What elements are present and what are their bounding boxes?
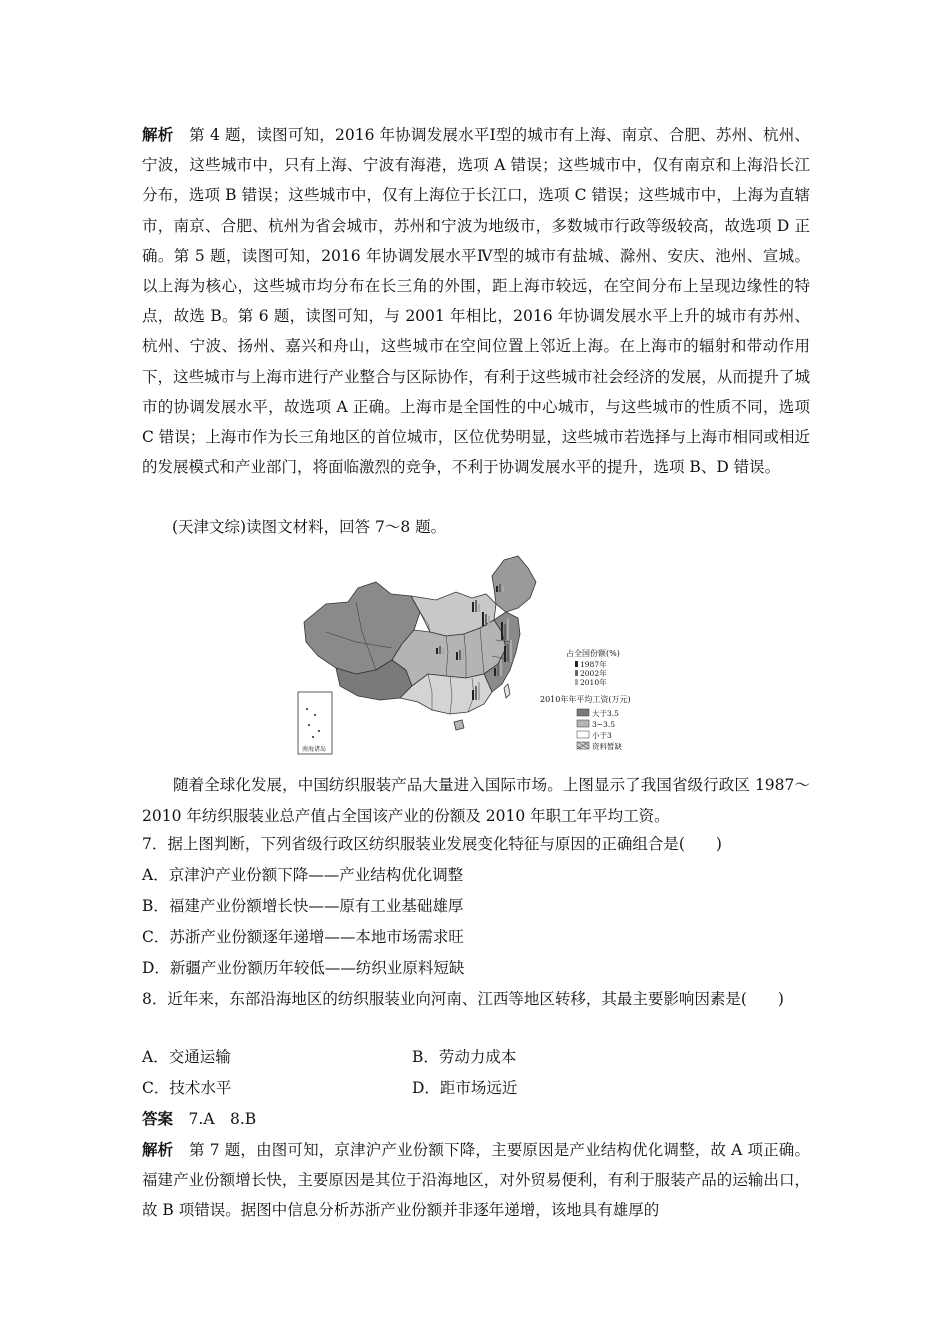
bar-mark — [502, 586, 504, 592]
bar-mark — [442, 648, 444, 654]
analysis-text-2: 第 7 题，由图可知，京津沪产业份额下降，主要原因是产业结构优化调整，故 A 项正确。福建产业份额增长快，主要原因是其位于沿海地区，对外贸易便利，有利于服装产品的运输出口，故 B 项错误。据图中信息分析苏浙产业份额并非逐年递增，该地具有雄厚的 — [142, 1141, 810, 1220]
question-8-option-a: A．交通运输 — [142, 1048, 231, 1066]
legend-share-title: 占全国份额(%) — [566, 649, 620, 658]
bar-mark — [459, 650, 461, 660]
inset-label: 南海诸岛 — [302, 746, 327, 753]
analysis-text: 第 4 题，读图可知，2016 年协调发展水平Ⅰ型的城市有上海、南京、合肥、苏州、杭州、宁波，这些城市中，只有上海、宁波有海港，选项 A 错误；这些城市中，仅有南京和上海沿长江分布，选项 B 错误；这些城市中，仅有上海位于长江口，选项 C 错误；这些城市中，上海为直辖市，南京、合肥、杭州为省会城市，苏州和宁波为地级市，多数城市行政等级较高，故选项 D 正确。第 5 题，读图可知，2016 年协调发展水平Ⅳ型的城市有盐城、滁州、安庆、池州、宣城。以上海为核心，这些城市均分布在长三角的外围，距上海市较远，在空间分布上呈现边缘性的特点，故选 B。第 6 题，读图可知，与 2001 年相比，2016 年协调发展水平上升的城市有苏州、杭州、宁波、扬州、嘉兴和舟山，这些城市在空间位置上邻近上海。在上海市的辐射和带动作用下，这些城市与上海市进行产业整合与区际协作，有利于这些城市社会经济的发展，从而提升了城市的协调发展水平，故选项 A 正确。上海市是全国性的中心城市，与这些城市的性质不同，选项 C 错误；上海市作为长三角地区的首位城市，区位优势明显，这些城市若选择与上海市相同或相近的发展模式和产业部门，将面临激烈的竞争，不利于协调发展水平的提升，选项 B、D 错误。 — [142, 126, 810, 477]
analysis-paragraph-2 — [142, 1135, 810, 1226]
legend-wage-high: 大于3.5 — [592, 709, 619, 718]
bar-mark — [485, 614, 487, 626]
analysis-paragraph-1 — [142, 120, 810, 482]
bar-mark — [456, 652, 458, 660]
question-7-option-d: D．新疆产业份额历年较低——纺织业原料短缺 — [142, 959, 465, 977]
bar-mark — [510, 640, 512, 662]
china-map-figure — [296, 552, 652, 762]
bar-mark — [482, 612, 484, 626]
map-taiwan — [504, 684, 510, 698]
bar-mark — [488, 616, 490, 626]
legend-year-2010: 2010年 — [580, 678, 607, 687]
bar-mark — [500, 660, 502, 676]
bar-mark — [501, 622, 503, 640]
question-8-option-b: B．劳动力成本 — [412, 1048, 517, 1066]
map-northeast-region — [492, 556, 536, 612]
question-8-stem: 8．近年来，东部沿海地区的纺织服装业向河南、江西等地区转移，其最主要影响因素是( ) — [142, 990, 784, 1008]
bar-mark — [439, 646, 441, 654]
bar-mark — [475, 686, 477, 700]
bar-mark — [507, 618, 509, 640]
bar-mark — [496, 586, 498, 592]
answer-line — [142, 1104, 256, 1134]
legend-wage-swatches — [577, 708, 622, 751]
analysis-label-2: 解析 — [142, 1140, 174, 1159]
question-8-option-d: D．距市场远近 — [412, 1079, 518, 1097]
bar-mark — [504, 624, 506, 640]
legend-wage-low: 小于3 — [592, 731, 612, 740]
legend-wage-title: 2010年年平均工资(万元) — [540, 695, 631, 704]
material-paragraph: 随着全球化发展，中国纺织服装产品大量进入国际市场。上图显示了我国省级行政区 1987～2010 年纺织服装业总产值占全国该产业的份额及 2010 年职工年平均工资。 — [142, 776, 810, 825]
bar-mark — [472, 602, 474, 612]
bar-mark — [475, 600, 477, 612]
bar-mark — [436, 648, 438, 654]
bar-mark — [478, 682, 480, 700]
answer-text: 7.A 8.B — [188, 1110, 257, 1128]
legend-year-2002: 2002年 — [580, 669, 607, 678]
question-7-option-c: C．苏浙产业份额逐年递增——本地市场需求旺 — [142, 928, 464, 946]
legend-wage-na: 资料暂缺 — [592, 742, 622, 751]
bar-mark — [494, 668, 496, 676]
bar-mark — [499, 584, 501, 592]
question-intro: (天津文综)读图文材料，回答 7～8 题。 — [172, 518, 447, 536]
question-8-option-c: C．技术水平 — [142, 1079, 232, 1097]
analysis-label: 解析 — [142, 125, 174, 144]
bar-mark — [507, 644, 509, 662]
bar-mark — [504, 646, 506, 662]
bar-mark — [497, 664, 499, 676]
south-sea-inset-frame — [298, 692, 332, 754]
bar-mark — [462, 648, 464, 660]
bar-mark — [472, 690, 474, 700]
question-7-stem: 7．据上图判断，下列省级行政区纺织服装业发展变化特征与原因的正确组合是( ) — [142, 835, 722, 853]
bar-mark — [478, 604, 480, 612]
legend-wage-mid: 3~3.5 — [592, 720, 615, 729]
question-7-option-a: A．京津沪产业份额下降——产业结构优化调整 — [142, 866, 464, 884]
map-hainan — [454, 720, 464, 730]
question-7-option-b: B．福建产业份额增长快——原有工业基础雄厚 — [142, 897, 464, 915]
answer-label: 答案 — [142, 1109, 174, 1128]
legend-year-1987: 1987年 — [580, 660, 607, 669]
legend-years — [575, 659, 607, 687]
